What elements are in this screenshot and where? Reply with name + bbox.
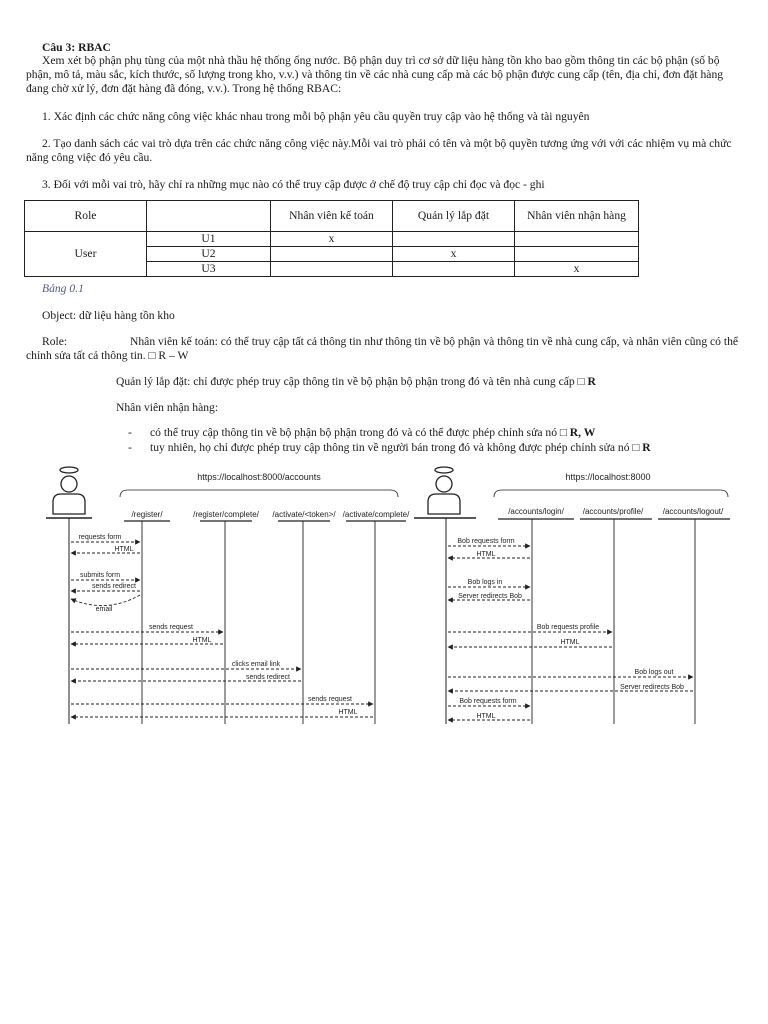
table-cell-user: U1	[147, 232, 271, 247]
bullet-perm: R, W	[569, 426, 596, 439]
message-label: clicks email link	[231, 661, 281, 668]
url-brace	[120, 490, 398, 497]
role-receiver: Nhân viên nhận hàng:	[116, 401, 219, 414]
role-installer-perm: R	[587, 375, 596, 388]
message-label: Bob requests form	[457, 538, 515, 545]
message-label: Bob requests profile	[536, 624, 600, 631]
table-header-row	[25, 201, 639, 232]
role-label: Role:	[42, 335, 68, 348]
message-label: HTML	[114, 546, 134, 553]
bullet-text: có thể truy cập thông tin về bộ phận bộ phận trong đó và có thể được phép chỉnh sửa nó □	[150, 426, 570, 439]
table-cell-user: U2	[147, 247, 271, 262]
table-header	[147, 201, 271, 232]
object-line: Object: dữ liệu hàng tồn kho	[42, 309, 175, 322]
user-actor-icon	[428, 467, 460, 514]
endpoint-label: /accounts/logout/	[662, 507, 724, 516]
table-header: Quản lý lắp đặt	[393, 201, 515, 232]
message-label: HTML	[476, 551, 496, 558]
table-cell	[271, 247, 393, 262]
table-cell-role: User	[25, 232, 147, 277]
bullet-dash: -	[128, 441, 132, 454]
endpoint-label: /register/	[131, 510, 163, 519]
bullet-text: tuy nhiên, họ chỉ được phép truy cập thông tin về người bán trong đó và không được phép chỉnh sửa nó □	[150, 441, 643, 454]
sequence-diagram-right	[414, 467, 730, 724]
message-label: Bob requests form	[459, 698, 517, 705]
sequence-diagram-left	[46, 467, 410, 724]
table-cell	[393, 262, 515, 277]
message-label: email	[95, 606, 113, 613]
intro-paragraph: Xem xét bộ phận phụ tùng của một nhà thầu hệ thống ống nước. Bộ phận duy trì cơ sở dữ liệu hàng tồn kho bao gồm thông tin các bộ phận (số bộ phận, mô tả, màu sắc, kích thước, số lượng trong kho, v.v.) và thông tin về các nhà cung cấp mà các bộ phận được cung cấp (tên, địa chỉ, đơn đặt hàng đang chờ xử lý, đơn đặt hàng đã đóng, v.v.). Trong hệ thống RBAC:	[26, 54, 724, 95]
table-cell: x	[271, 232, 393, 247]
question-2: 2. Tạo danh sách các vai trò dựa trên các chức năng công việc này.Mỗi vai trò phải có tên và một bộ quyền tương ứng với với các nhiệm vụ mà chức năng công việc đó yêu cầu.	[26, 137, 732, 164]
message-label: Server redirects Bob	[458, 593, 522, 600]
role-accountant	[26, 335, 744, 363]
table-header: Role	[25, 201, 147, 232]
rbac-table	[24, 200, 639, 277]
table-cell-user: U3	[147, 262, 271, 277]
table-cell: x	[393, 247, 515, 262]
endpoint-label: /activate/<token>/	[272, 510, 336, 519]
user-actor-icon	[53, 467, 85, 514]
message-label: requests form	[78, 534, 122, 541]
bullet-dash: -	[128, 426, 132, 439]
message-label: Server redirects Bob	[620, 684, 684, 691]
question-3: 3. Đối với mỗi vai trò, hãy chỉ ra những mục nào có thể truy cập được ở chế độ truy cập chỉ đọc và đọc - ghi	[42, 178, 545, 191]
message-label: sends redirect	[246, 674, 290, 681]
message-label: HTML	[338, 709, 358, 716]
message-label: Bob logs out	[634, 669, 674, 676]
endpoint-label: /accounts/login/	[508, 507, 564, 516]
question-1: 1. Xác định các chức năng công việc khác nhau trong mỗi bộ phận yêu cầu quyền truy cập vào hệ thống và tài nguyên	[42, 110, 590, 123]
table-header: Nhân viên kế toán	[271, 201, 393, 232]
message-label: sends request	[308, 696, 352, 703]
table-cell	[515, 232, 639, 247]
message-label: sends request	[149, 624, 193, 631]
bullet-item	[128, 441, 651, 455]
table-cell	[515, 247, 639, 262]
message-label: sends redirect	[92, 583, 136, 590]
endpoint-label: /accounts/profile/	[582, 507, 644, 516]
question-heading: Câu 3: RBAC	[42, 41, 111, 54]
endpoint-label: /register/complete/	[193, 510, 259, 519]
base-url-label: https://localhost:8000	[565, 472, 651, 482]
message-label: HTML	[476, 713, 496, 720]
url-brace	[494, 490, 728, 497]
endpoint-label: /activate/complete/	[342, 510, 410, 519]
role-installer	[116, 375, 596, 389]
role-accountant-text: Nhân viên kế toán: có thể truy cập tất cả thông tin như thông tin về bộ phận và thông tin về nhà cung cấp, và nhân viên cũng có thể chỉnh sửa tất cả thông tin. □ R – W	[26, 335, 739, 362]
sequence-diagram	[40, 462, 740, 732]
message-label: HTML	[192, 637, 212, 644]
table-caption: Bảng 0.1	[42, 282, 84, 295]
table-cell: x	[515, 262, 639, 277]
bullet-item	[128, 426, 595, 440]
table-cell	[271, 262, 393, 277]
role-installer-text: Quản lý lắp đặt: chỉ được phép truy cập thông tin về bộ phận bộ phận trong đó và tên nhà cung cấp □	[116, 375, 588, 388]
message-label: Bob logs in	[467, 579, 503, 586]
message-label: submits form	[79, 572, 121, 579]
table-cell	[393, 232, 515, 247]
message-label: HTML	[560, 639, 580, 646]
base-url-label: https://localhost:8000/accounts	[197, 472, 321, 482]
table-row	[25, 232, 639, 247]
table-header: Nhân viên nhận hàng	[515, 201, 639, 232]
bullet-perm: R	[642, 441, 651, 454]
